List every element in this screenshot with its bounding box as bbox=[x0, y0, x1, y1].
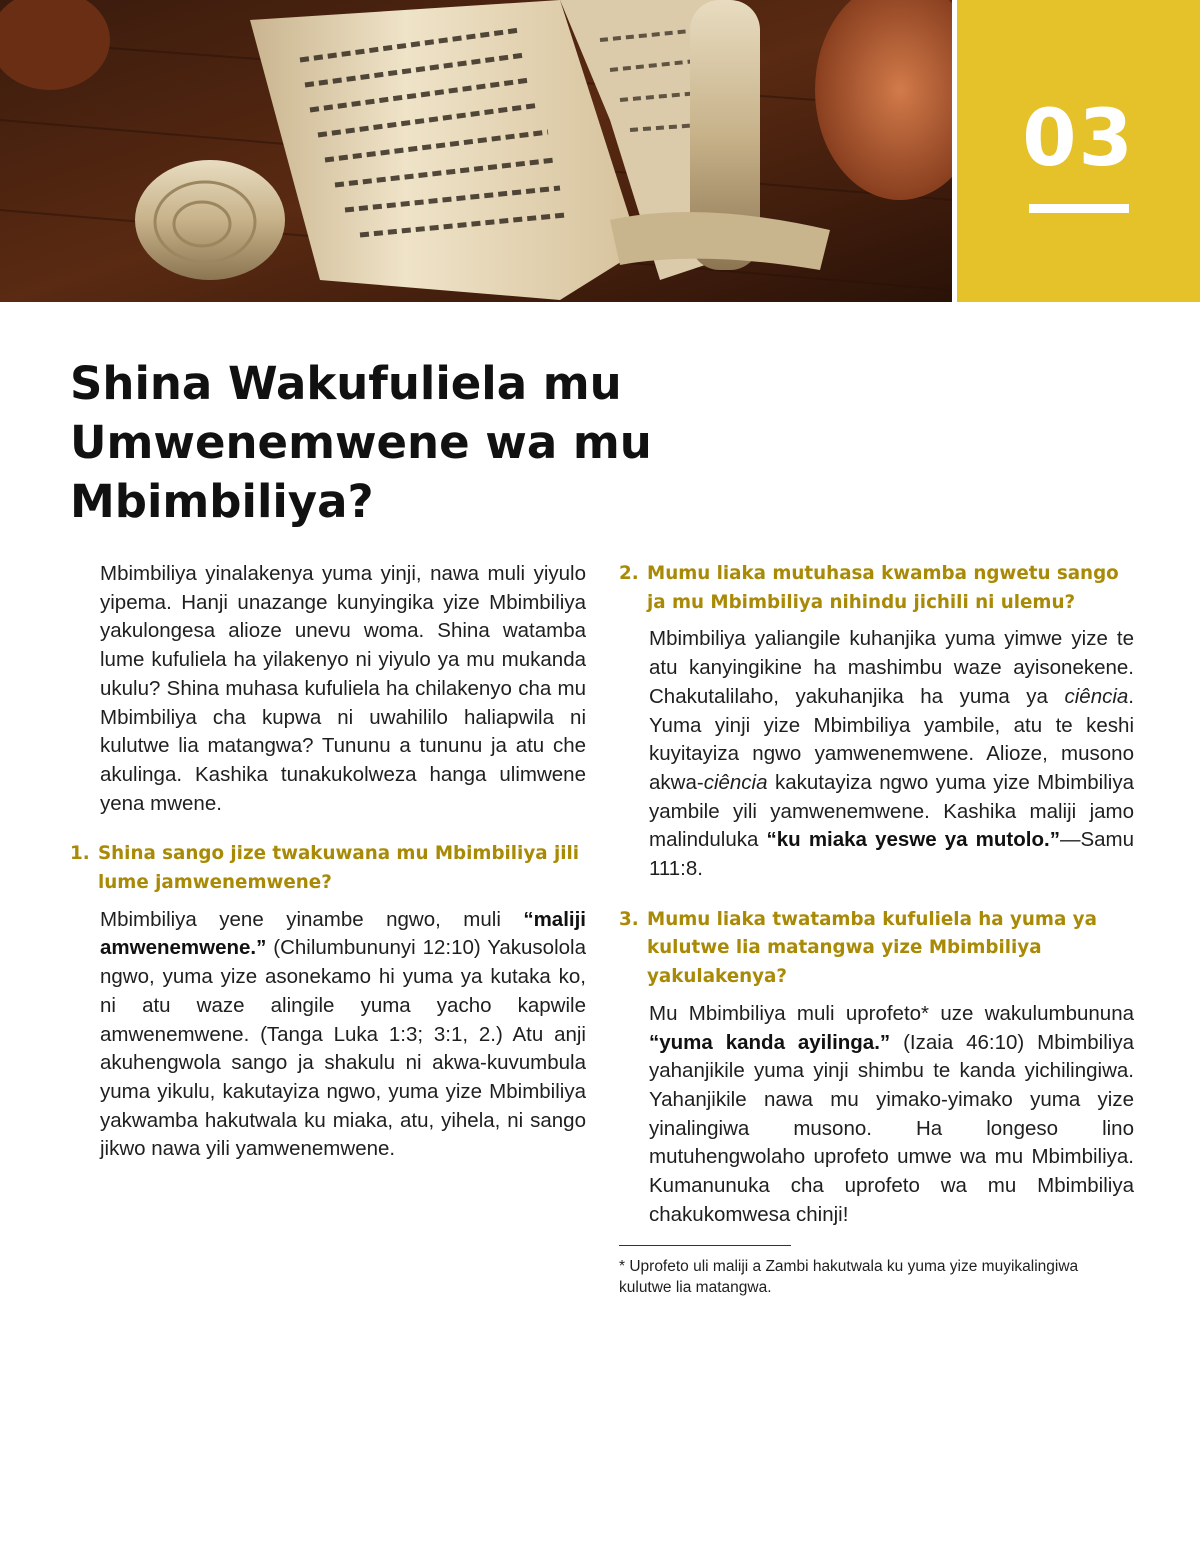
intro-paragraph: Mbimbiliya yinalakenya yuma yinji, nawa muli yiyulo yipema. Hanji unazange kunyingika yize Mbimbiliya yakulongesa alioze unevu woma. Shina watamba lume kufuliela ha yilakenyo ni yiyulo ya mu mukanda ukulu? Shina muhasa kufuliela ha chilakenyo cha mu Mbimbiliya cha kupwa ni uwahililo haliapwila ni kulutwe lia matangwa? Tununu a tununu ja atu che akulinga. Kashika tunakukolweza hanga ulimwene yena mwene. bbox=[100, 562, 586, 815]
question-1 bbox=[70, 840, 586, 897]
lesson-number: 03 bbox=[1022, 94, 1135, 184]
question-2-number: 2. bbox=[619, 563, 639, 584]
left-column bbox=[70, 560, 586, 1164]
question-3 bbox=[619, 906, 1134, 992]
answer-2-text-a: Mbimbiliya yaliangile kuhanjika yuma yimwe yize te atu kanyingikine ha mashimbu waze ayisonekene. Chakutalilaho, yakuhanjika ha yuma ya bbox=[649, 627, 1134, 708]
answer-1-paragraph bbox=[70, 906, 586, 1164]
right-column bbox=[619, 560, 1134, 1298]
answer-1-quote: “maliji amwenemwene.” bbox=[100, 907, 586, 960]
answer-3-paragraph bbox=[619, 1000, 1134, 1230]
footnote-divider bbox=[619, 1245, 791, 1246]
lesson-badge bbox=[957, 0, 1200, 302]
answer-2-text-b: . Yuma yinji yize Mbimbiliya yambile, atu te keshi kuyitayiza ngwo yamwenemwene. Alioze, musono akwa- bbox=[649, 684, 1134, 794]
footnote: * Uprofeto uli maliji a Zambi hakutwala ku yuma yize muyikalingiwa kulutwe lia matangwa. bbox=[619, 1258, 1079, 1297]
question-3-text: Mumu liaka twatamba kufuliela ha yuma ya kulutwe lia matangwa yize Mbimbiliya yakulakenya? bbox=[647, 908, 1097, 988]
answer-3-text-b: (Izaia 46:10) Mbimbiliya yahanjikile yuma yinji shimbu te kanda yichilingiwa. Yahanjikile nawa mu yimako-yimako yuma yize yinalingiwa musono. Ha longeso lino mutuhengwolaho uprofeto umwe wa mu Mbimbiliya. Kumanunuka cha uprofeto wa mu Mbimbiliya chakukomwesa chinji! bbox=[649, 1030, 1134, 1226]
answer-2-paragraph bbox=[619, 625, 1134, 883]
page-title: Shina Wakufuliela mu Umwenemwene wa mu Mbimbiliya? bbox=[70, 357, 652, 528]
scrolls-illustration bbox=[0, 0, 952, 302]
answer-2-italic-b: ciência bbox=[703, 770, 768, 794]
answer-2-italic-a: ciência bbox=[1064, 684, 1129, 708]
question-2 bbox=[619, 560, 1134, 617]
answer-3-quote: “yuma kanda ayilinga.” bbox=[649, 1030, 891, 1054]
answer-1-text-a: Mbimbiliya yene yinambe ngwo, muli bbox=[100, 907, 524, 931]
answer-1-text-b: (Chilumbununyi 12:10) Yakusolola ngwo, yuma yize asonekamo hi yuma ya kutaka ko, ni atu waze alingile yuma yacho kapwile amwenemwene. (Tanga Luka 1:3; 3:1, 2.) Atu anji akuhengwola sango ja shakulu ni akwa-kuvumbula yuma yikulu, kakutayiza ngwo, yuma yize Mbimbiliya yakwamba hakutwala ku miaka, atu, yihela, ni sango jikwo nawa yili yamwenemwene. bbox=[100, 936, 586, 1161]
answer-2-quote: “ku miaka yeswe ya mutolo.” bbox=[766, 828, 1060, 852]
answer-3-text-a: Mu Mbimbiliya muli uprofeto* uze wakulumbununa bbox=[649, 1001, 1134, 1025]
question-1-text: Shina sango jize twakuwana mu Mbimbiliya jili lume jamwenemwene? bbox=[98, 843, 580, 894]
answer-2-text-c: kakutayiza ngwo yuma yize Mbimbiliya yambile yili yamwenemwene. Kashika maliji jamo malinduluka bbox=[649, 770, 1134, 852]
lesson-number-underline bbox=[1029, 204, 1129, 213]
question-2-text: Mumu liaka mutuhasa kwamba ngwetu sango ja mu Mbimbiliya nihindu jichili ni ulemu? bbox=[647, 563, 1119, 613]
answer-2-text-d: —Samu 111:8. bbox=[649, 828, 1135, 881]
question-3-number: 3. bbox=[619, 908, 639, 930]
hero-image bbox=[0, 0, 952, 302]
question-1-number: 1. bbox=[70, 843, 90, 865]
